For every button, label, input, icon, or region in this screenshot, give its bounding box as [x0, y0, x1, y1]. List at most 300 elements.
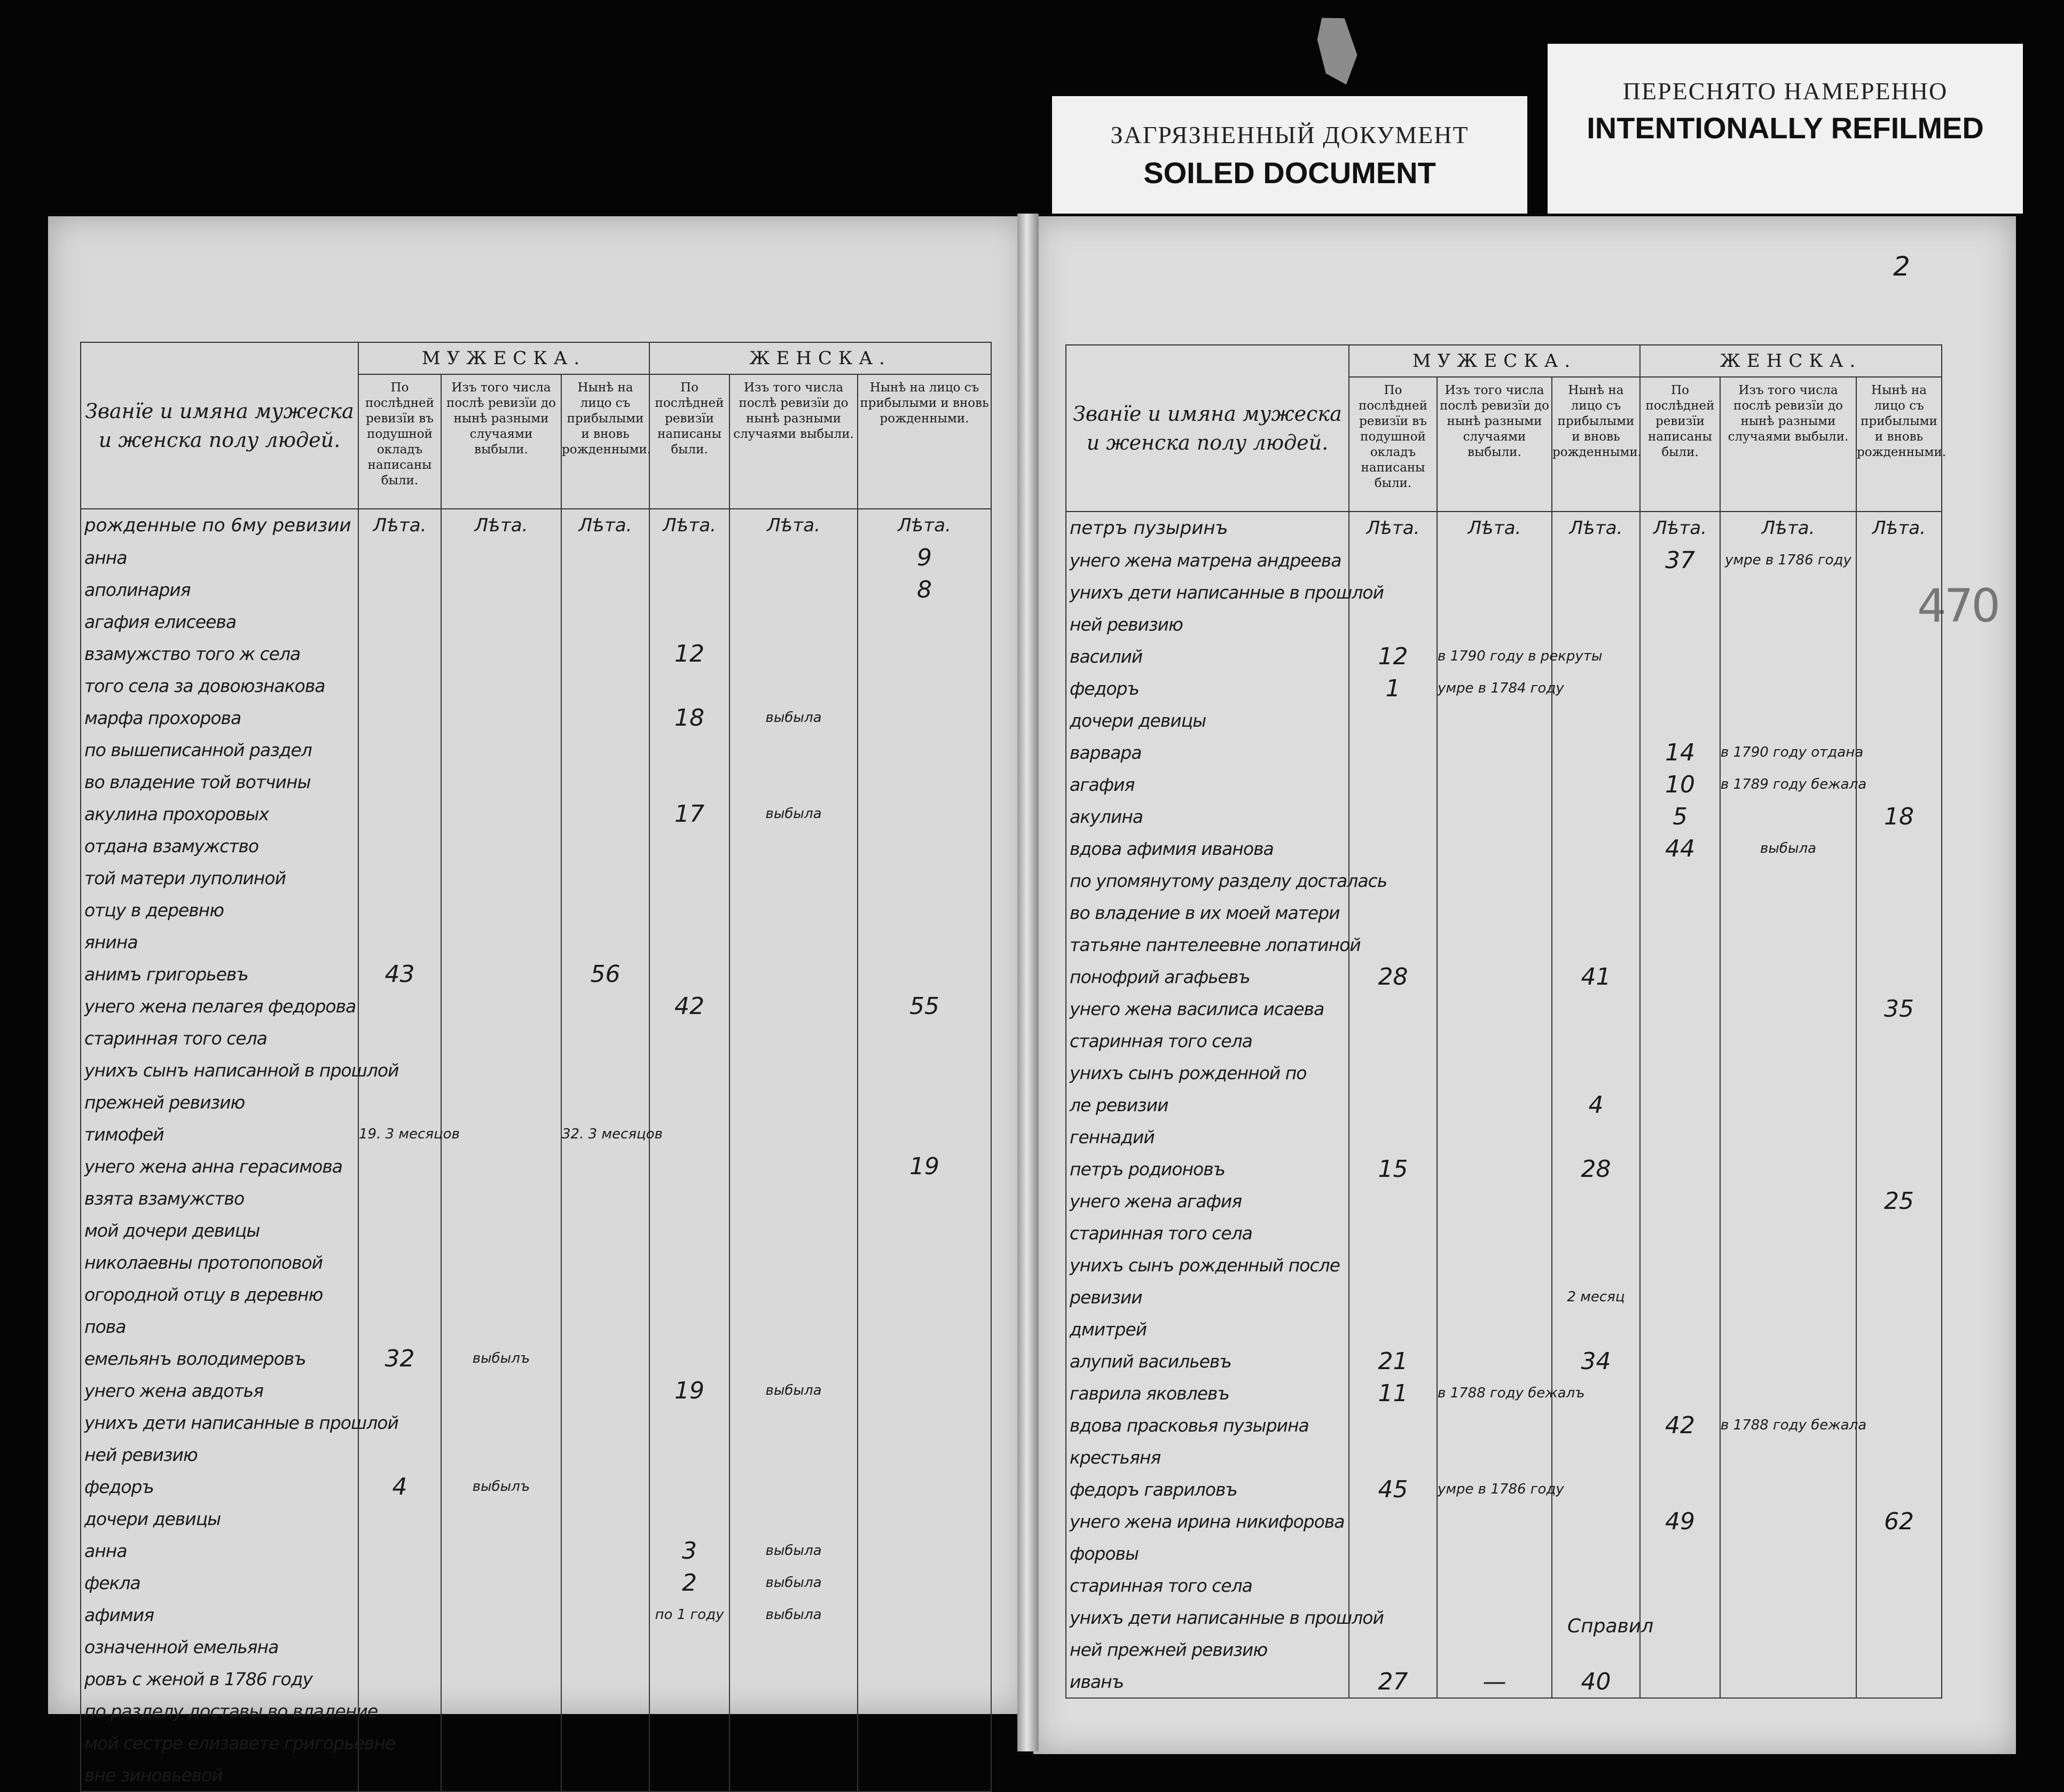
table-row	[81, 1150, 991, 1182]
value-cell-f1	[1640, 1121, 1720, 1153]
value-cell-m3	[1552, 929, 1640, 961]
person-name-cell: старинная того села	[1066, 1569, 1349, 1601]
person-name-cell: унего жена анна герасимова	[81, 1150, 358, 1182]
table-row	[81, 1310, 991, 1342]
value-cell-f2	[1720, 1217, 1856, 1249]
value-cell-f3: 19	[858, 1150, 991, 1182]
person-name-cell: дочери девицы	[1066, 704, 1349, 736]
value-cell-f2: выбыла	[729, 1374, 858, 1406]
value-cell-m2	[1437, 1089, 1552, 1121]
value-cell-m3: 56	[561, 958, 649, 990]
value-cell-f2	[729, 1406, 858, 1439]
value-cell-m3: 40	[1552, 1665, 1640, 1698]
person-name-cell: во владение той вотчины	[81, 766, 358, 798]
value-cell-f1	[1640, 1537, 1720, 1569]
person-name-cell: федоръ гавриловъ	[1066, 1473, 1349, 1505]
table-row	[1066, 1537, 1942, 1569]
value-cell-f1	[1640, 961, 1720, 993]
value-cell-m2	[1437, 576, 1552, 608]
value-cell-m3: 34	[1552, 1345, 1640, 1377]
value-cell-f3	[1856, 1473, 1942, 1505]
person-name-cell: во владение в их моей матери	[1066, 897, 1349, 929]
table-row	[81, 1439, 991, 1471]
value-cell-f3	[858, 1342, 991, 1374]
value-cell-m1	[1349, 1025, 1437, 1057]
table-row	[81, 1663, 991, 1695]
value-cell-f3	[858, 734, 991, 766]
value-cell-m1	[1349, 608, 1437, 640]
table-row	[1066, 736, 1942, 768]
value-cell-m3: 41	[1552, 961, 1640, 993]
header-name-col: Званїе и имяна мужеска и женска полу людей.	[1066, 345, 1349, 512]
pencil-number: 470	[1917, 579, 1999, 633]
value-cell-f3	[858, 1278, 991, 1310]
value-cell-m1	[358, 734, 441, 766]
value-cell-m1: 27	[1349, 1665, 1437, 1698]
person-name-cell: отдана взамужство	[81, 830, 358, 862]
value-cell-f3	[1856, 897, 1942, 929]
header-female-dropped: Изъ того числа послѣ ревизїи до нынѣ разными случаями выбыли.	[1720, 377, 1856, 512]
value-cell-f3	[858, 1599, 991, 1631]
value-cell-f3	[1856, 1537, 1942, 1569]
years-unit-label: Лѣта.	[358, 509, 441, 541]
value-cell-f1	[649, 1759, 729, 1791]
table-row	[1066, 640, 1942, 672]
person-name-cell: геннадий	[1066, 1121, 1349, 1153]
person-name-cell: вне зиновьевой	[81, 1759, 358, 1791]
value-cell-m3	[561, 1599, 649, 1631]
value-cell-f1	[1640, 1633, 1720, 1665]
person-name-cell: агафия	[1066, 768, 1349, 800]
person-name-cell: унего жена ирина никифорова	[1066, 1505, 1349, 1537]
value-cell-m3	[561, 1086, 649, 1118]
years-unit-label: Лѣта.	[441, 509, 561, 541]
value-cell-m3	[1552, 576, 1640, 608]
value-cell-f1: 49	[1640, 1505, 1720, 1537]
table-row	[1066, 1025, 1942, 1057]
person-name-cell: отцу в деревню	[81, 894, 358, 926]
value-cell-m2	[441, 1503, 561, 1535]
value-cell-f2	[729, 1503, 858, 1535]
header-name-col: Званїе и имяна мужеска и женска полу людей.	[81, 342, 358, 509]
header-male-now: Нынѣ на лицо съ прибылыми и вновь рожденными.	[561, 374, 649, 509]
value-cell-f3	[858, 1086, 991, 1118]
table-row	[1066, 1601, 1942, 1633]
table-row	[81, 1599, 991, 1631]
header-female-census: По послѣдней ревизїи написаны были.	[1640, 377, 1720, 512]
census-rows-left	[81, 509, 991, 1791]
soiled-document-stamp	[1052, 96, 1527, 214]
value-cell-m3	[561, 1631, 649, 1663]
table-row	[81, 926, 991, 958]
value-cell-m2	[441, 1535, 561, 1567]
value-cell-m2	[1437, 1441, 1552, 1473]
table-row	[81, 1535, 991, 1567]
table-row	[81, 830, 991, 862]
value-cell-f2	[1720, 672, 1856, 704]
value-cell-f3	[1856, 1633, 1942, 1665]
value-cell-m1	[358, 1278, 441, 1310]
value-cell-m3	[561, 1759, 649, 1791]
value-cell-m1	[1349, 704, 1437, 736]
value-cell-m2	[441, 1150, 561, 1182]
value-cell-f3	[1856, 1377, 1942, 1409]
person-name-cell: анна	[81, 1535, 358, 1567]
value-cell-f1	[649, 1150, 729, 1182]
value-cell-f3	[858, 958, 991, 990]
person-name-cell: унего жена агафия	[1066, 1185, 1349, 1217]
value-cell-f1	[649, 830, 729, 862]
value-cell-f1	[649, 958, 729, 990]
value-cell-m3	[561, 573, 649, 606]
value-cell-f3	[1856, 1281, 1942, 1313]
header-male-dropped: Изъ того числа послѣ ревизїи до нынѣ разными случаями выбыли.	[441, 374, 561, 509]
value-cell-m1	[358, 926, 441, 958]
person-name-cell: ней ревизию	[81, 1439, 358, 1471]
person-name-cell: петръ родионовъ	[1066, 1153, 1349, 1185]
value-cell-f1	[649, 1439, 729, 1471]
value-cell-m3	[1552, 864, 1640, 897]
years-unit-label: Лѣта.	[1640, 512, 1720, 544]
table-row	[81, 670, 991, 702]
value-cell-m1	[358, 541, 441, 573]
person-name-cell: татьяне пантелеевне лопатиной	[1066, 929, 1349, 961]
table-row	[1066, 1633, 1942, 1665]
value-cell-m2	[1437, 1601, 1552, 1633]
table-row	[81, 1214, 991, 1246]
value-cell-f2	[729, 541, 858, 573]
value-cell-m3	[561, 1567, 649, 1599]
value-cell-f2	[729, 990, 858, 1022]
value-cell-f1	[649, 1471, 729, 1503]
value-cell-f2: выбыла	[729, 702, 858, 734]
value-cell-f2: выбыла	[1720, 832, 1856, 864]
value-cell-f3	[858, 1214, 991, 1246]
person-name-cell: афимия	[81, 1599, 358, 1631]
value-cell-f3	[1856, 1665, 1942, 1698]
value-cell-m1	[358, 1086, 441, 1118]
value-cell-f1	[649, 894, 729, 926]
value-cell-m2	[441, 1695, 561, 1727]
value-cell-f1	[1640, 929, 1720, 961]
value-cell-m1	[358, 894, 441, 926]
person-name-cell: марфа прохорова	[81, 702, 358, 734]
person-name-cell: ней ревизию	[1066, 608, 1349, 640]
value-cell-f3: 55	[858, 990, 991, 1022]
value-cell-m3	[1552, 1569, 1640, 1601]
value-cell-m2	[1437, 544, 1552, 576]
value-cell-m2	[1437, 993, 1552, 1025]
value-cell-f1	[649, 1246, 729, 1278]
row-name-cell: петръ пузыринъ	[1066, 512, 1349, 544]
value-cell-m3	[561, 1663, 649, 1695]
person-name-cell: по упомянутому разделу досталась	[1066, 864, 1349, 897]
value-cell-f2	[729, 1310, 858, 1342]
person-name-cell: унего жена пелагея федорова	[81, 990, 358, 1022]
person-name-cell: унего жена авдотья	[81, 1374, 358, 1406]
value-cell-f2	[1720, 1249, 1856, 1281]
person-name-cell: анна	[81, 541, 358, 573]
person-name-cell: василий	[1066, 640, 1349, 672]
table-row	[1066, 897, 1942, 929]
stamp-text-en: INTENTIONALLY REFILMED	[1587, 111, 1984, 145]
value-cell-m2	[1437, 1537, 1552, 1569]
value-cell-f2	[1720, 1665, 1856, 1698]
value-cell-m2	[441, 1439, 561, 1471]
value-cell-m1	[358, 1599, 441, 1631]
table-row	[81, 573, 991, 606]
value-cell-m2	[441, 862, 561, 894]
value-cell-f2	[1720, 576, 1856, 608]
value-cell-f2	[1720, 704, 1856, 736]
value-cell-f2	[729, 1439, 858, 1471]
value-cell-m1	[358, 1439, 441, 1471]
table-row	[81, 1022, 991, 1054]
value-cell-m1	[1349, 1281, 1437, 1313]
person-name-cell: иванъ	[1066, 1665, 1349, 1698]
value-cell-f2	[729, 830, 858, 862]
table-row	[81, 1695, 991, 1727]
value-cell-m3: 28	[1552, 1153, 1640, 1185]
value-cell-m2	[1437, 1313, 1552, 1345]
value-cell-f2: в 1790 году отдана	[1720, 736, 1856, 768]
value-cell-f3	[1856, 1121, 1942, 1153]
value-cell-f2	[729, 1631, 858, 1663]
value-cell-m1	[1349, 544, 1437, 576]
header-female-dropped: Изъ того числа послѣ ревизїи до нынѣ разными случаями выбыли.	[729, 374, 858, 509]
value-cell-f1	[1640, 1217, 1720, 1249]
value-cell-f2: умре в 1786 году	[1720, 544, 1856, 576]
value-cell-m2	[441, 734, 561, 766]
value-cell-f2	[729, 766, 858, 798]
table-row	[1066, 672, 1942, 704]
value-cell-m1	[358, 1214, 441, 1246]
person-name-cell: гаврила яковлевъ	[1066, 1377, 1349, 1409]
value-cell-f3	[1856, 1569, 1942, 1601]
value-cell-f3	[858, 1022, 991, 1054]
table-row	[1066, 800, 1942, 832]
value-cell-f3	[858, 862, 991, 894]
value-cell-f1	[649, 1406, 729, 1439]
years-unit-label: Лѣта.	[1552, 512, 1640, 544]
table-row	[81, 1086, 991, 1118]
table-row	[1066, 864, 1942, 897]
value-cell-f1	[1640, 1569, 1720, 1601]
value-cell-f3	[1856, 736, 1942, 768]
value-cell-m3	[561, 1150, 649, 1182]
value-cell-m1	[1349, 1537, 1437, 1569]
person-name-cell: взята взамужство	[81, 1182, 358, 1214]
value-cell-f3	[1856, 672, 1942, 704]
value-cell-m3	[1552, 704, 1640, 736]
value-cell-f1	[649, 1503, 729, 1535]
value-cell-f3	[858, 1631, 991, 1663]
person-name-cell: агафия елисеева	[81, 606, 358, 638]
value-cell-f1	[649, 1214, 729, 1246]
value-cell-m1	[358, 670, 441, 702]
value-cell-m3	[561, 1310, 649, 1342]
value-cell-m2	[441, 1374, 561, 1406]
person-name-cell: ней прежней ревизию	[1066, 1633, 1349, 1665]
value-cell-f3	[1856, 929, 1942, 961]
value-cell-m3	[561, 541, 649, 573]
value-cell-m1	[358, 1567, 441, 1599]
value-cell-m3	[561, 1054, 649, 1086]
value-cell-f3	[858, 670, 991, 702]
value-cell-m3	[1552, 1025, 1640, 1057]
value-cell-f2	[1720, 1633, 1856, 1665]
value-cell-m2	[441, 1054, 561, 1086]
value-cell-f1	[1640, 608, 1720, 640]
value-cell-f2: выбыла	[729, 1599, 858, 1631]
value-cell-f1: 5	[1640, 800, 1720, 832]
person-name-cell: по вышеписанной раздел	[81, 734, 358, 766]
table-row	[1066, 1153, 1942, 1185]
value-cell-f2	[729, 1022, 858, 1054]
value-cell-m1	[358, 638, 441, 670]
table-row	[81, 1374, 991, 1406]
value-cell-m1	[1349, 1313, 1437, 1345]
value-cell-m2	[1437, 1249, 1552, 1281]
value-cell-f2	[1720, 1121, 1856, 1153]
person-name-cell: акулина	[1066, 800, 1349, 832]
value-cell-m2: умре в 1786 году	[1437, 1473, 1552, 1505]
table-row	[81, 1246, 991, 1278]
table-row	[1066, 1185, 1942, 1217]
years-unit-label: Лѣта.	[561, 509, 649, 541]
value-cell-f3	[858, 702, 991, 734]
value-cell-f1: 17	[649, 798, 729, 830]
value-cell-m1	[358, 1150, 441, 1182]
value-cell-m1	[1349, 1249, 1437, 1281]
value-cell-m2	[1437, 897, 1552, 929]
value-cell-m1	[358, 1663, 441, 1695]
person-name-cell: унихъ сынъ написанной в прошлой	[81, 1054, 358, 1086]
value-cell-f2	[1720, 1089, 1856, 1121]
value-cell-f1	[1640, 704, 1720, 736]
value-cell-m1	[1349, 1505, 1437, 1537]
value-cell-m1	[1349, 1057, 1437, 1089]
value-cell-m3	[1552, 1249, 1640, 1281]
table-row	[81, 894, 991, 926]
value-cell-f2	[729, 1054, 858, 1086]
table-row	[1066, 832, 1942, 864]
census-table-right	[1065, 344, 1947, 1699]
table-row	[1066, 1057, 1942, 1089]
value-cell-f2	[1720, 1377, 1856, 1409]
value-cell-f2: в 1788 году бежала	[1720, 1409, 1856, 1441]
value-cell-f1	[649, 1278, 729, 1310]
person-name-cell: пова	[81, 1310, 358, 1342]
value-cell-m2: умре в 1784 году	[1437, 672, 1552, 704]
value-cell-m1: 11	[1349, 1377, 1437, 1409]
value-cell-m3	[1552, 1537, 1640, 1569]
value-cell-f1	[1640, 1089, 1720, 1121]
value-cell-m2	[441, 1182, 561, 1214]
value-cell-m2	[441, 1310, 561, 1342]
table-row	[1066, 929, 1942, 961]
value-cell-m3	[1552, 1601, 1640, 1633]
value-cell-m3	[561, 830, 649, 862]
person-name-cell: мой сестре елизавете григорьевне	[81, 1727, 358, 1759]
value-cell-f1	[649, 573, 729, 606]
value-cell-f1	[649, 606, 729, 638]
value-cell-m1	[358, 1246, 441, 1278]
value-cell-m3	[1552, 1505, 1640, 1537]
value-cell-m3	[561, 766, 649, 798]
value-cell-m1	[358, 862, 441, 894]
table-row	[1066, 704, 1942, 736]
value-cell-m2	[441, 1663, 561, 1695]
table-row	[1066, 576, 1942, 608]
value-cell-m2	[441, 670, 561, 702]
value-cell-f1: 2	[649, 1567, 729, 1599]
value-cell-f3: 35	[1856, 993, 1942, 1025]
header-male-census: По послѣдней ревизїи въ подушной окладъ написаны были.	[1349, 377, 1437, 512]
value-cell-m3	[1552, 1473, 1640, 1505]
value-cell-m3	[1552, 672, 1640, 704]
value-cell-m1	[358, 1535, 441, 1567]
value-cell-m2	[441, 638, 561, 670]
header-female-now: Нынѣ на лицо съ прибылыми и вновь рожденными.	[858, 374, 991, 509]
value-cell-f1	[649, 862, 729, 894]
value-cell-m1	[1349, 768, 1437, 800]
value-cell-m1: 15	[1349, 1153, 1437, 1185]
value-cell-f1	[649, 1054, 729, 1086]
value-cell-f1	[649, 734, 729, 766]
value-cell-m2: в 1788 году бежалъ	[1437, 1377, 1552, 1409]
value-cell-m3	[561, 1214, 649, 1246]
person-name-cell: означенной емельяна	[81, 1631, 358, 1663]
value-cell-f2	[729, 1759, 858, 1791]
value-cell-f3	[858, 1406, 991, 1439]
value-cell-f1	[649, 1310, 729, 1342]
header-male: МУЖЕСКА.	[1349, 345, 1640, 377]
value-cell-f2	[729, 1118, 858, 1150]
table-row	[81, 638, 991, 670]
value-cell-m2	[1437, 768, 1552, 800]
table-row	[81, 1759, 991, 1791]
value-cell-m2	[1437, 961, 1552, 993]
value-cell-m3	[1552, 1313, 1640, 1345]
value-cell-f2	[1720, 800, 1856, 832]
table-row	[81, 1503, 991, 1535]
header-male: МУЖЕСКА.	[358, 342, 649, 374]
person-name-cell: по разделу доставы во владение	[81, 1695, 358, 1727]
table-row	[81, 1054, 991, 1086]
value-cell-m1	[358, 1503, 441, 1535]
value-cell-f1	[1640, 1185, 1720, 1217]
table-row	[1066, 1505, 1942, 1537]
person-name-cell: дочери девицы	[81, 1503, 358, 1535]
value-cell-f3	[858, 830, 991, 862]
years-unit-label: Лѣта.	[1349, 512, 1437, 544]
table-row	[1066, 1313, 1942, 1345]
value-cell-m3	[561, 798, 649, 830]
refilmed-stamp	[1548, 44, 2023, 214]
table-row	[1066, 544, 1942, 576]
person-name-cell: понофрий агафьевъ	[1066, 961, 1349, 993]
value-cell-m2	[441, 766, 561, 798]
value-cell-f2	[1720, 1505, 1856, 1537]
value-cell-f3	[858, 1471, 991, 1503]
person-name-cell: унихъ сынъ рожденный после	[1066, 1249, 1349, 1281]
value-cell-f1	[649, 1631, 729, 1663]
value-cell-m2	[441, 1246, 561, 1278]
header-female-now: Нынѣ на лицо съ прибылыми и вновь рожденными.	[1856, 377, 1942, 512]
value-cell-f2	[1720, 1537, 1856, 1569]
value-cell-f2	[729, 573, 858, 606]
